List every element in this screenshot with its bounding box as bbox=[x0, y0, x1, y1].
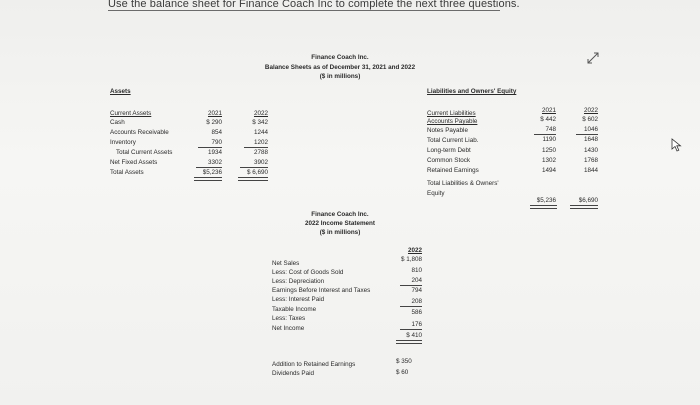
instruction-underline bbox=[108, 10, 500, 11]
underline bbox=[400, 329, 422, 330]
double-underline bbox=[194, 177, 222, 181]
liab-row-label: Accounts Payable bbox=[427, 118, 478, 125]
total-liab-2021: $5,236 bbox=[536, 197, 556, 204]
underline bbox=[198, 147, 222, 148]
is-row-value: $ 1,808 bbox=[400, 256, 422, 263]
is-row-label: Less: Interest Paid bbox=[272, 296, 325, 303]
liab-row-label: Common Stock bbox=[427, 157, 471, 164]
is-row-value: $ 410 bbox=[406, 332, 422, 339]
is-row-label: Less: Depreciation bbox=[272, 278, 325, 285]
liab-row-2021: 1190 bbox=[542, 136, 556, 143]
asset-row-label: Accounts Receivable bbox=[110, 129, 169, 136]
underline bbox=[400, 306, 422, 307]
total-liab-label-line1: Total Liabilities & Owners' bbox=[427, 180, 499, 187]
liabilities-header: Liabilities and Owners' Equity bbox=[427, 88, 517, 95]
asset-row-2021: $5,236 bbox=[202, 169, 222, 176]
asset-row-2022: 1244 bbox=[253, 129, 268, 136]
double-underline bbox=[530, 205, 557, 209]
is-row-value: 204 bbox=[411, 277, 422, 284]
underline bbox=[576, 134, 598, 135]
is-row-label: Taxable Income bbox=[272, 306, 317, 313]
liab-row-2022: 1648 bbox=[583, 136, 598, 143]
asset-row-label: Total Assets bbox=[110, 169, 144, 176]
is-title: 2022 Income Statement bbox=[305, 220, 375, 227]
asset-row-label: Total Current Assets bbox=[116, 149, 173, 156]
underline bbox=[400, 285, 422, 286]
is-row-label: Net Sales bbox=[272, 260, 300, 267]
asset-row-2021: 1934 bbox=[207, 149, 222, 156]
underline bbox=[196, 167, 222, 168]
current-liabilities-label: Current Liabilities bbox=[427, 110, 476, 117]
asset-row-2021: 790 bbox=[211, 139, 222, 146]
liab-row-2022: 1844 bbox=[583, 167, 598, 174]
asset-row-2022: $ 6,690 bbox=[246, 169, 268, 176]
liab-row-2022: $ 602 bbox=[582, 116, 598, 123]
is-row-label: Earnings Before Interest and Taxes bbox=[272, 287, 371, 294]
total-liab-2022: $6,690 bbox=[578, 197, 598, 204]
instruction-text: Use the balance sheet for Finance Coach Inc to complete the next three questions. bbox=[108, 0, 520, 10]
liab-row-2021: 1494 bbox=[541, 167, 556, 174]
asset-row-2021: 854 bbox=[211, 129, 222, 136]
is-row-label: Net Income bbox=[272, 325, 305, 332]
is-company: Finance Coach Inc. bbox=[311, 211, 369, 218]
liab-row-2022: 1430 bbox=[583, 147, 598, 154]
is-row-value: 586 bbox=[411, 309, 422, 316]
underline bbox=[240, 167, 268, 168]
current-assets-label: Current Assets bbox=[110, 110, 152, 117]
addition-retained-label: Addition to Retained Earnings bbox=[272, 361, 356, 368]
dividends-value: $ 60 bbox=[396, 369, 409, 376]
is-year: 2022 bbox=[407, 247, 422, 254]
double-underline bbox=[238, 177, 268, 181]
is-row-label: Less: Cost of Goods Sold bbox=[272, 269, 344, 276]
dividends-label: Dividends Paid bbox=[272, 370, 315, 377]
bs-company: Finance Coach Inc. bbox=[311, 54, 369, 61]
assets-header: Assets bbox=[110, 88, 131, 95]
double-underline bbox=[396, 340, 422, 344]
cursor-icon bbox=[670, 138, 684, 152]
liab-year-2022: 2022 bbox=[583, 107, 598, 114]
liab-row-label: Long-term Debt bbox=[427, 147, 471, 154]
asset-row-2022: 1202 bbox=[253, 139, 268, 146]
liab-row-2022: 1768 bbox=[583, 157, 598, 164]
bs-title: Balance Sheets as of December 31, 2021 and 2022 bbox=[264, 64, 416, 71]
asset-row-label: Inventory bbox=[110, 139, 136, 146]
double-underline bbox=[570, 205, 598, 209]
expand-icon[interactable] bbox=[585, 50, 601, 66]
asset-row-2022: $ 342 bbox=[252, 119, 268, 126]
asset-row-2021: 3302 bbox=[207, 159, 222, 166]
liab-row-2021: 1250 bbox=[541, 147, 556, 154]
asset-row-2022: 3902 bbox=[253, 159, 268, 166]
is-row-value: 176 bbox=[411, 321, 422, 328]
liab-year-2021: 2021 bbox=[541, 107, 556, 114]
is-units: ($ in millions) bbox=[319, 229, 361, 236]
total-liab-label-line2: Equity bbox=[427, 190, 445, 197]
liab-row-2021: 748 bbox=[545, 126, 556, 133]
asset-row-label: Cash bbox=[110, 119, 125, 126]
is-row-value: 810 bbox=[411, 267, 422, 274]
liab-row-label: Notes Payable bbox=[427, 127, 468, 134]
underline bbox=[534, 134, 556, 135]
asset-row-label: Net Fixed Assets bbox=[110, 159, 158, 166]
assets-year-2022: 2022 bbox=[253, 110, 268, 117]
is-row-value: 794 bbox=[411, 287, 422, 294]
liab-row-label: Total Current Liab. bbox=[427, 137, 479, 144]
asset-row-2022: 2788 bbox=[253, 149, 268, 156]
liab-row-2021: 1302 bbox=[541, 157, 556, 164]
addition-retained-value: $ 350 bbox=[396, 358, 412, 365]
bs-units: ($ in millions) bbox=[319, 73, 361, 80]
assets-year-2021: 2021 bbox=[207, 110, 222, 117]
asset-row-2021: $ 290 bbox=[206, 119, 222, 126]
is-row-label: Less: Taxes bbox=[272, 315, 306, 322]
liab-row-2021: $ 442 bbox=[540, 116, 556, 123]
liab-row-label: Retained Earnings bbox=[427, 167, 479, 174]
is-row-value: 208 bbox=[411, 298, 422, 305]
liab-row-2022: 1046 bbox=[583, 126, 598, 133]
underline bbox=[244, 147, 268, 148]
